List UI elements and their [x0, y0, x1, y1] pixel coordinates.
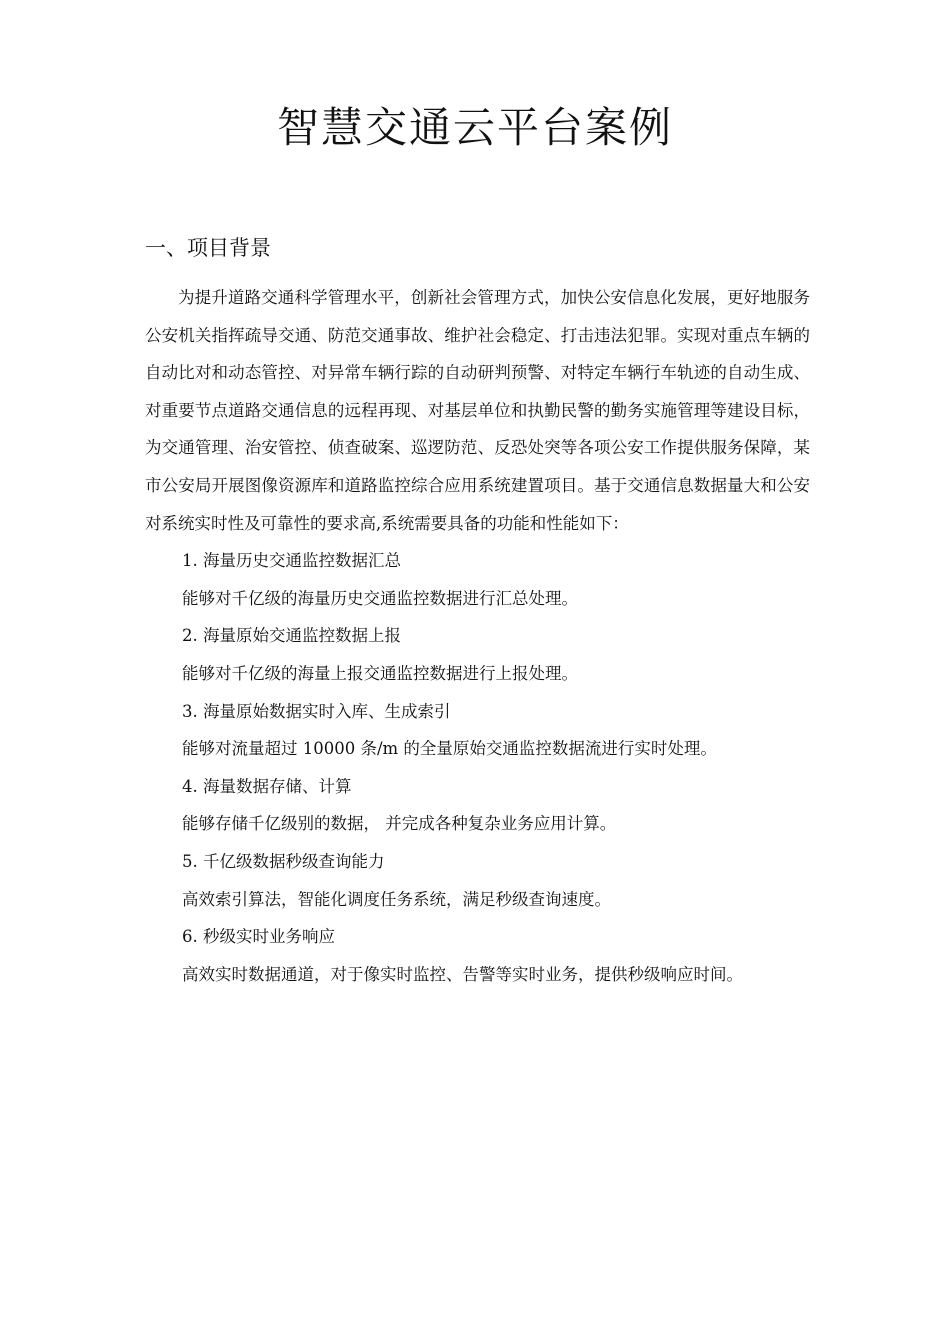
requirement-detail-5: 高效索引算法，智能化调度任务系统，满足秒级查询速度。	[182, 889, 611, 909]
requirement-detail-6: 高效实时数据通道，对于像实时监控、告警等实时业务，提供秒级响应时间。	[182, 964, 743, 984]
requirement-detail-1: 能够对千亿级的海量历史交通监控数据进行汇总处理。	[182, 588, 578, 608]
background-paragraph: 为提升道路交通科学管理水平，创新社会管理方式，加快公安信息化发展，更好地服务公安机关指挥疏导交通、防范交通事故、维护社会稳定、打击违法犯罪。实现对重点车辆的自动比对和动态管控、对异常车辆行踪的自动研判预警、对特定车辆行车轨迹的自动生成、对重要节点道路交通信息的远程再现、对基层单位和执勤民警的勤务实施管理等建设目标，为交通管理、治安管控、侦查破案、巡逻防范、反恐处突等各项公安工作提供服务保障，某市公安局开展图像资源库和道路监控综合应用系统建置项目。基于交通信息数据量大和公安对系统实时性及可靠性的要求高,系统需要具备的功能和性能如下：	[145, 288, 810, 533]
requirement-detail-3: 能够对流量超过 10000 条/m 的全量原始交通监控数据流进行实时处理。	[182, 739, 717, 759]
requirement-detail-4: 能够存储千亿级别的数据， 并完成各种复杂业务应用计算。	[182, 814, 617, 834]
section-heading: 一、项目背景	[145, 236, 271, 260]
requirement-heading-6: 6. 秒级实时业务响应	[182, 927, 335, 947]
requirement-heading-3: 3. 海量原始数据实时入库、生成索引	[182, 701, 451, 721]
document-title: 智慧交通云平台案例	[276, 103, 673, 152]
requirement-detail-2: 能够对千亿级的海量上报交通监控数据进行上报处理。	[182, 663, 578, 683]
requirement-heading-1: 1. 海量历史交通监控数据汇总	[182, 551, 401, 571]
section-body	[145, 279, 810, 993]
requirement-heading-2: 2. 海量原始交通监控数据上报	[182, 626, 401, 646]
requirement-heading-4: 4. 海量数据存储、计算	[182, 776, 352, 796]
requirement-heading-5: 5. 千亿级数据秒级查询能力	[182, 851, 385, 871]
